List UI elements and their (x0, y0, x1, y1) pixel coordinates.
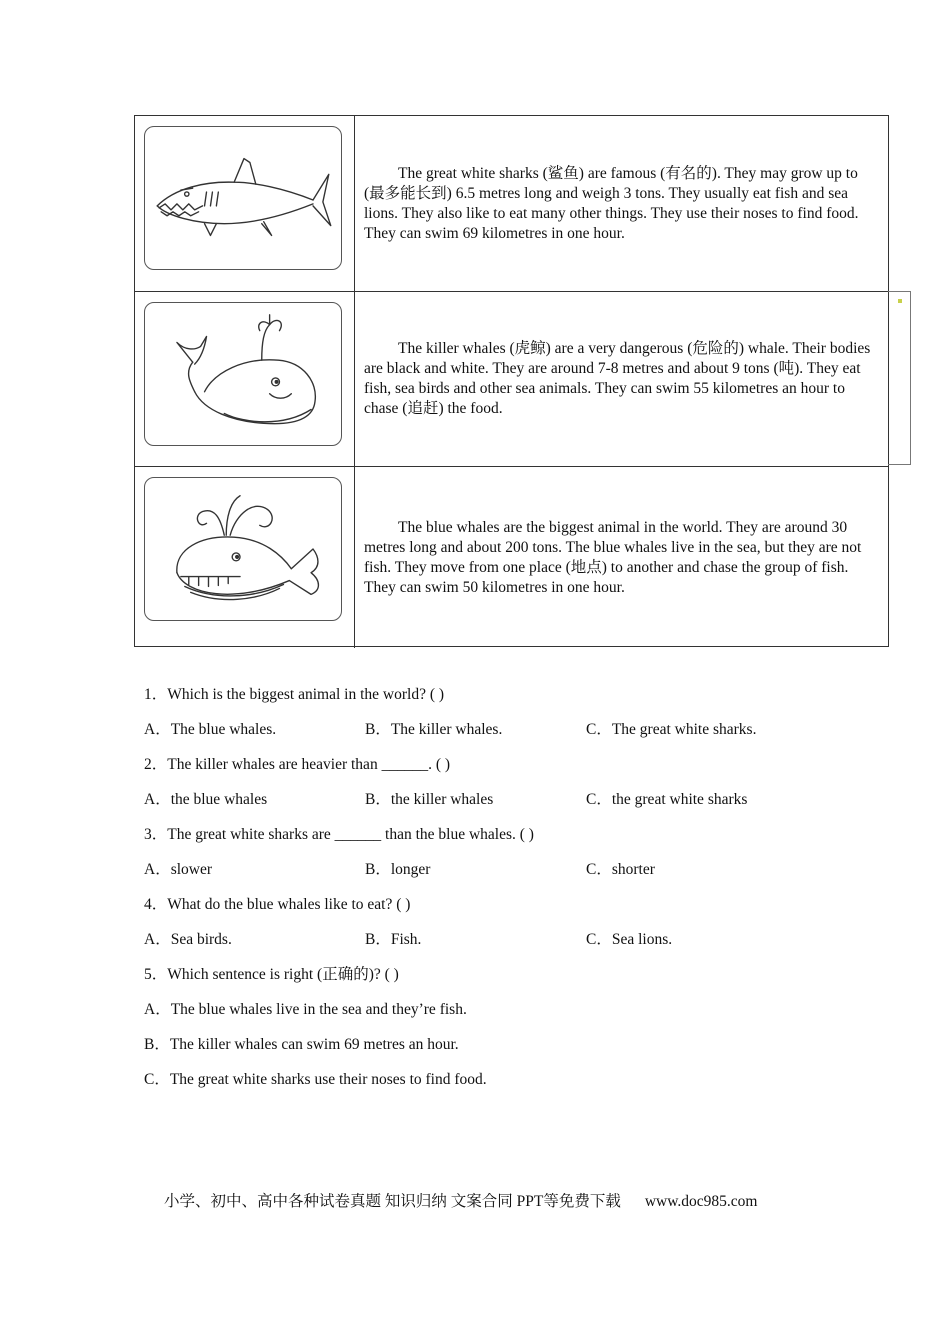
option-a[interactable]: A．slower (144, 861, 213, 878)
question-stem: 3．The great white sharks are ______ than the blue whales. ( ) (144, 826, 534, 843)
option-c[interactable]: C．The great white sharks. (586, 721, 757, 738)
option-b[interactable]: B．Fish. (365, 931, 422, 948)
option-b[interactable]: B．The killer whales. (365, 721, 503, 738)
question-options (144, 859, 864, 894)
option-a[interactable]: A．the blue whales (144, 791, 268, 808)
question-stem: 4．What do the blue whales like to eat? ( ) (144, 896, 411, 913)
passage-text: The killer whales (虎鲸) are a very dangerous (危险的) whale. Their bodies are black and white. They are around 7-8 metres and about 9 tons (吨). They eat fish, sea birds and other sea animals. They can swim 55 kilometres an hour to chase (追赶) the food. (364, 340, 871, 417)
question-stem: 5．Which sentence is right (正确的)? ( ) (144, 966, 399, 983)
image-cell (135, 116, 355, 291)
image-cell (135, 467, 355, 648)
blue-whale-drawing-icon (144, 477, 342, 621)
footer-text: 小学、初中、高中各种试卷真题 知识归纳 文案合同 PPT等免费下载 (164, 1193, 621, 1210)
option-b[interactable]: B．longer (365, 861, 431, 878)
shark-drawing-icon (144, 126, 342, 270)
questions-section (144, 684, 864, 1104)
passage-table (134, 115, 889, 647)
passage-text: The blue whales are the biggest animal in the world. They are around 30 metres long and about 200 tons. The blue whales live in the sea, but they are not fish. They move from one place (地点) to another and chase the group of fish. They can swim 50 kilometres in one hour. (364, 518, 862, 596)
option-c[interactable]: C．shorter (586, 861, 655, 878)
passage-row-blue-whale (135, 466, 888, 648)
option-c[interactable]: C．Sea lions. (586, 931, 673, 948)
killer-whale-drawing-icon (144, 302, 342, 446)
side-mark (898, 299, 902, 303)
passage-text-cell (364, 292, 880, 466)
question-options (144, 789, 864, 824)
option-a[interactable]: A．The blue whales live in the sea and they’re fish. (144, 1001, 467, 1018)
image-cell (135, 292, 355, 466)
passage-text-cell (364, 116, 880, 291)
option-a[interactable]: A．Sea birds. (144, 931, 232, 948)
side-bracket (888, 291, 911, 465)
option-c[interactable]: C．the great white sharks (586, 791, 748, 808)
option-b[interactable]: B．the killer whales (365, 791, 494, 808)
option-c[interactable]: C．The great white sharks use their noses to find food. (144, 1071, 487, 1088)
question-stem: 2．The killer whales are heavier than ______. ( ) (144, 756, 451, 773)
passage-text: The great white sharks (鲨鱼) are famous (有名的). They may grow up to (最多能长到) 6.5 metres long and weigh 3 tons. They usually eat fish and sea lions. They also like to eat many other things. They use their noses to find food. They can swim 69 kilometres in one hour. (364, 164, 859, 242)
option-a[interactable]: A．The blue whales. (144, 721, 277, 738)
footer-url[interactable]: www.doc985.com (644, 1193, 758, 1210)
passage-text-cell (364, 467, 880, 648)
option-b[interactable]: B．The killer whales can swim 69 metres an hour. (144, 1036, 459, 1053)
question-options (144, 929, 864, 964)
question-options (144, 719, 864, 754)
footer (164, 1189, 864, 1211)
question-stem: 1．Which is the biggest animal in the world? ( ) (144, 686, 445, 703)
passage-row-shark (135, 116, 888, 291)
passage-row-killer-whale (135, 291, 888, 466)
